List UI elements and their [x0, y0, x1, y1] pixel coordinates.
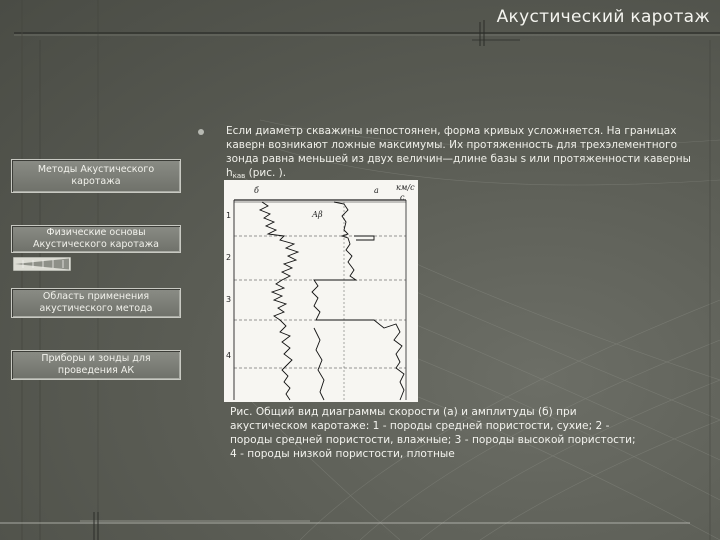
- figure-label-c: с: [400, 193, 405, 202]
- main-paragraph-end: (рис. ).: [245, 167, 287, 179]
- main-paragraph-text: Если диаметр скважины непостоянен, форма кривых усложняется. На границах каверн возникают ложные максимумы. Их протяженность для трехэлементного зонда равна меньшей из двух величин—длине базы s или протяженности каверны h: [226, 125, 691, 179]
- nav-button-physics[interactable]: Физические основы Акустического каротажа: [11, 225, 181, 253]
- slide-title: Акустический каротаж: [496, 7, 710, 27]
- acoustic-log-figure: [224, 180, 418, 402]
- nav-button-application[interactable]: Область применения акустического метода: [11, 288, 181, 318]
- arrow-bar-icon[interactable]: [13, 257, 71, 271]
- bullet-icon: [198, 129, 204, 135]
- figure-label-kms: км/с: [396, 183, 415, 192]
- figure-label-a: а: [374, 186, 379, 195]
- nav-button-instruments[interactable]: Приборы и зонды для проведения АК: [11, 350, 181, 380]
- figure-zone-3: 3: [226, 295, 232, 304]
- nav-button-methods[interactable]: Методы Акустического каротажа: [11, 159, 181, 193]
- figure-label-b: б: [254, 186, 259, 195]
- figure-label-ab: Аβ: [312, 210, 323, 219]
- main-paragraph-subscript: кав: [232, 172, 246, 180]
- main-paragraph: [226, 124, 696, 183]
- figure-zone-4: 4: [226, 351, 232, 360]
- figure-caption: Рис. Общий вид диаграммы скорости (а) и амплитуды (б) при акустическом каротаже: 1 - породы средней пористости, сухие; 2 - породы средней пористости, влажные; 3 - породы высокой пористости; 4 - породы низкой пористости, плотные: [230, 406, 636, 460]
- figure-zone-2: 2: [226, 253, 232, 262]
- figure-zone-1: 1: [226, 211, 232, 220]
